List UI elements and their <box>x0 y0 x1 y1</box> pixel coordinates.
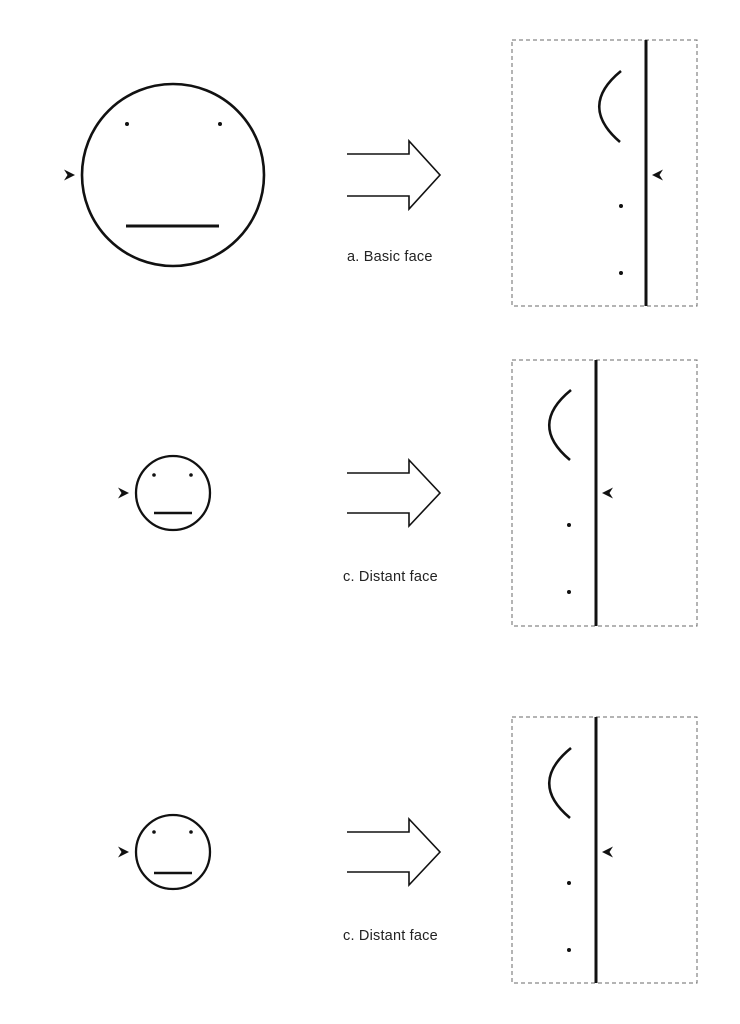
face-arc <box>549 390 571 460</box>
eye-dot <box>619 204 623 208</box>
eye-dot <box>567 590 571 594</box>
right-eye <box>218 122 222 126</box>
transformed-face <box>512 360 697 626</box>
transform-arrow <box>347 460 440 526</box>
left-eye <box>152 473 156 477</box>
face-arc <box>599 71 621 142</box>
face-outline <box>136 815 210 889</box>
right-eye <box>189 473 193 477</box>
left-eye <box>125 122 129 126</box>
distant-face <box>136 815 210 889</box>
face-outline <box>136 456 210 530</box>
transform-arrow <box>347 819 440 885</box>
left-marker-arrowhead <box>118 847 129 858</box>
face-outline <box>82 84 264 266</box>
caption-distant-face-2: c. Distant face <box>343 928 438 944</box>
distant-face <box>136 456 210 530</box>
left-marker-arrowhead <box>118 488 129 499</box>
eye-dot <box>567 523 571 527</box>
caption-distant-face: c. Distant face <box>343 569 438 585</box>
panel-b <box>118 360 697 626</box>
right-marker-arrowhead <box>652 170 663 181</box>
right-eye <box>189 830 193 834</box>
eye-dot <box>619 271 623 275</box>
panel-a <box>64 40 697 306</box>
transformed-face <box>512 40 697 306</box>
caption-basic-face: a. Basic face <box>347 249 433 265</box>
right-marker-arrowhead <box>602 847 613 858</box>
transform-arrow <box>347 141 440 209</box>
basic-face <box>82 84 264 266</box>
eye-dot <box>567 881 571 885</box>
transformed-face <box>512 717 697 983</box>
face-arc <box>549 748 571 818</box>
left-marker-arrowhead <box>64 170 75 181</box>
dashed-frame <box>512 40 697 306</box>
left-eye <box>152 830 156 834</box>
dashed-frame <box>512 717 697 983</box>
eye-dot <box>567 948 571 952</box>
right-marker-arrowhead <box>602 488 613 499</box>
